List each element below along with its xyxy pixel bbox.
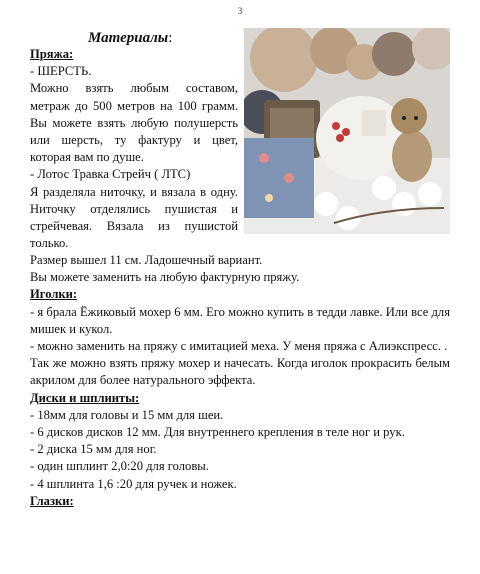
materials-photo-image: [244, 28, 450, 234]
discs-item: - 18мм для головы и 15 мм для шеи.: [30, 407, 224, 422]
discs-item: - 4 шплинта 1,6 :20 для ручек и ножек.: [30, 476, 237, 491]
needles-line-2: - можно заменить на пряжу с имитацией меха. У меня пряжа с Алиэкспресс. .: [30, 339, 448, 354]
needles-line-3: Так же можно взять пряжу мохер и начесать. Когда иголок прокрасить белым акрилом для более натурального эффекта.: [30, 356, 450, 388]
needles-heading: Иголки:: [30, 287, 78, 302]
discs-item: - один шплинт 2,0:20 для головы.: [30, 459, 209, 474]
page-title: [88, 30, 172, 47]
eyes-heading: Глазки:: [30, 493, 74, 508]
page-number: 3: [237, 6, 243, 16]
yarn-section: [30, 46, 238, 252]
yarn-heading: Пряжа:: [30, 47, 74, 61]
lotus-description: Я разделяла ниточку, и вязала в одну. Ниточку отделялись пушистая и стрейчевая. Вязала из пушистой только.: [30, 184, 238, 251]
wool-description: Можно взять любым составом, метраж до 500 метров на 100 грамм. Вы можете взять любую полушерсть или шерсть, ту фактуру и цвет, которая вам по душе.: [30, 81, 238, 165]
title-text: Материалы: [88, 30, 169, 46]
lotus-label: - Лотос Травка Стрейч ( ЛТС): [30, 167, 191, 182]
discs-item: - 2 диска 15 мм для ног.: [30, 442, 157, 457]
discs-heading: Диски и шплинты:: [30, 390, 140, 405]
size-line: Размер вышел 11 см. Ладошечный вариант.: [30, 253, 263, 267]
title-colon: :: [168, 30, 173, 46]
replace-line: Вы можете заменить на любую фактурную пряжу.: [30, 270, 300, 285]
needles-line-1: - я брала Ёжиковый мохер 6 мм. Его можно купить в тедди лавке. Или все для мишек и кукол.: [30, 304, 450, 336]
materials-photo: [244, 28, 450, 234]
wool-label: - ШЕРСТЬ.: [30, 64, 92, 79]
main-text: [30, 252, 450, 510]
discs-item: - 6 дисков дисков 12 мм. Для внутреннего крепления в теле ног и рук.: [30, 425, 405, 440]
